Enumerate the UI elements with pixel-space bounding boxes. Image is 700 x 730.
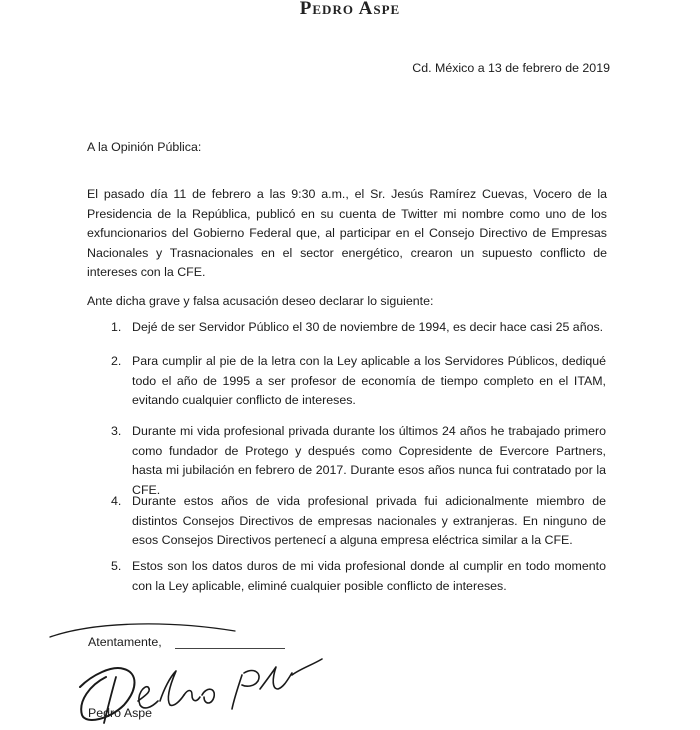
list-item-number: 3. bbox=[111, 424, 122, 438]
list-item-number: 4. bbox=[111, 494, 122, 508]
statement-intro: Ante dicha grave y falsa acusación deseo declarar lo siguiente: bbox=[87, 294, 434, 308]
list-item-text: Dejé de ser Servidor Público el 30 de noviembre de 1994, es decir hace casi 25 años. bbox=[132, 320, 604, 334]
letter-date: Cd. México a 13 de febrero de 2019 bbox=[412, 61, 610, 75]
list-item-number: 2. bbox=[111, 354, 122, 368]
list-item-text: Durante mi vida profesional privada durante los últimos 24 años he trabajado primero como fundador de Protego y después como Copresidente de Evercore Partners, hasta mi jubilación en febrero de 2017. Durante esos años nunca fui contratado por la CFE. bbox=[132, 424, 606, 497]
salutation: A la Opinión Pública: bbox=[87, 140, 202, 154]
letterhead: Pedro Aspe bbox=[299, 0, 401, 19]
intro-paragraph: El pasado día 11 de febrero a las 9:30 a.m., el Sr. Jesús Ramírez Cuevas, Vocero de la Presidencia de la República, publicó en su cuenta de Twitter mi nombre como uno de los exfuncionarios del Gobierno Federal que, al participar en el Consejo Directivo de Empresas Nacionales y Trasnacionales en el sector energético, crearon un supuesto conflicto de intereses con la CFE. bbox=[87, 187, 607, 280]
signature bbox=[20, 615, 340, 730]
list-item-text: Durante estos años de vida profesional privada fui adicionalmente miembro de distintos Consejos Directivos de empresas nacionales y extranjeras. En ninguno de esos Consejos Directivos pertenecí a alguna empresa eléctrica similar a la CFE. bbox=[132, 494, 606, 548]
signer-name: Pedro Aspe bbox=[88, 706, 153, 720]
list-item-number: 1. bbox=[111, 320, 122, 334]
closing: Atentamente, bbox=[88, 635, 162, 649]
list-item-number: 5. bbox=[111, 559, 122, 573]
signature-line bbox=[175, 648, 285, 649]
list-item-text: Estos son los datos duros de mi vida profesional donde al cumplir en todo momento con la Ley aplicable, eliminé cualquier posible conflicto de intereses. bbox=[132, 559, 606, 593]
list-item-text: Para cumplir al pie de la letra con la Ley aplicable a los Servidores Públicos, dediqué todo el año de 1995 a ser profesor de economía de tiempo completo en el ITAM, evitando cualquier conflicto de intereses. bbox=[132, 354, 606, 408]
